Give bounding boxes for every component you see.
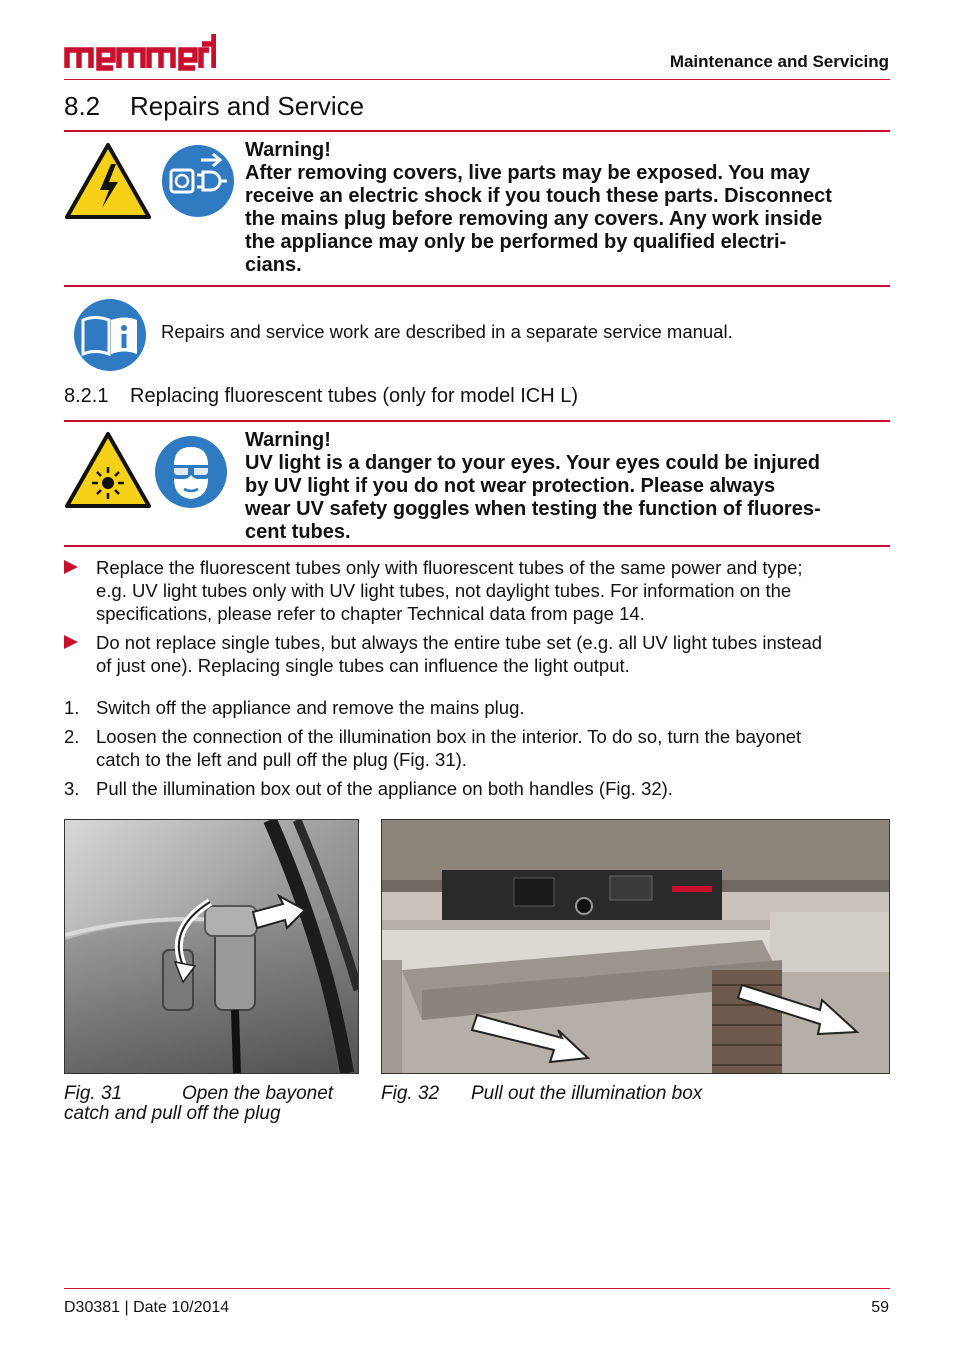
header-rule	[64, 79, 890, 80]
warning-1-line: receive an electric shock if you touch these parts. Disconnect	[245, 185, 832, 207]
info-text: Repairs and service work are described in a separate service manual.	[161, 321, 733, 342]
step-number: 2.	[64, 726, 80, 747]
subsection-title: Replacing fluorescent tubes (only for model ICH L)	[130, 385, 578, 407]
bullet-arrow-icon	[64, 560, 78, 574]
warning-2-line: wear UV safety goggles when testing the function of fluores-	[245, 498, 821, 520]
electric-hazard-icon	[64, 142, 152, 225]
footer-rule	[64, 1288, 890, 1289]
bullet-line: e.g. UV light tubes only with UV light tubes, not daylight tubes. For information on the	[96, 580, 792, 601]
disconnect-plug-icon	[161, 144, 235, 223]
bullet-line: of just one). Replacing single tubes can influence the light output.	[96, 655, 630, 676]
warning-2-line: UV light is a danger to your eyes. Your eyes could be injured	[245, 452, 820, 474]
warning-bottom-rule	[64, 285, 890, 287]
step-number: 1.	[64, 697, 80, 718]
subsection-number: 8.2.1	[64, 385, 109, 407]
figure-32-photo	[381, 819, 890, 1074]
page-number: 59	[871, 1299, 889, 1316]
figure-31-caption-line: catch and pull off the plug	[64, 1103, 281, 1124]
bullet-line: specifications, please refer to chapter Technical data from page 14.	[96, 603, 645, 624]
section-number: 8.2	[64, 91, 101, 121]
warning-bottom-rule	[64, 545, 890, 547]
section-heading	[64, 91, 364, 122]
figure-32-caption	[381, 1084, 881, 1104]
warning-1-line: the mains plug before removing any covers. Any work inside	[245, 208, 823, 230]
warning-top-rule	[64, 420, 890, 422]
manual-info-icon	[73, 298, 147, 377]
warning-top-rule	[64, 130, 890, 132]
wear-goggles-icon	[154, 435, 228, 514]
warning-2-text	[245, 429, 893, 544]
figure-31-photo	[64, 819, 359, 1074]
warning-1-line: cians.	[245, 254, 302, 276]
step-line: Loosen the connection of the illumination box in the interior. To do so, turn the bayonet	[96, 726, 802, 747]
step-item	[64, 725, 890, 771]
warning-2-heading: Warning!	[245, 429, 331, 451]
footer-doc-info: D30381 | Date 10/2014	[64, 1299, 230, 1316]
step-item	[64, 696, 890, 719]
bullet-arrow-icon	[64, 635, 78, 649]
step-number: 3.	[64, 778, 80, 799]
section-title: Repairs and Service	[130, 91, 365, 121]
warning-2-line: cent tubes.	[245, 521, 351, 543]
figure-32-label: Fig. 32	[381, 1083, 440, 1104]
figure-31-label: Fig. 31	[64, 1083, 123, 1104]
bullet-item	[64, 631, 890, 677]
step-line: catch to the left and pull off the plug (Fig. 31).	[96, 749, 467, 770]
memmert-logo	[64, 30, 216, 74]
figure-31-caption	[64, 1084, 364, 1124]
subsection-heading	[64, 385, 578, 408]
step-item	[64, 777, 890, 800]
bullet-item	[64, 556, 890, 625]
warning-1-line: After removing covers, live parts may be exposed. You may	[245, 162, 811, 184]
warning-1-line: the appliance may only be performed by qualified electri-	[245, 231, 787, 253]
figure-31-caption-line: Open the bayonet	[182, 1083, 334, 1104]
uv-radiation-hazard-icon	[64, 431, 152, 514]
figure-32-caption-line: Pull out the illumination box	[471, 1083, 703, 1104]
running-header: Maintenance and Servicing	[669, 52, 889, 71]
step-line: Switch off the appliance and remove the mains plug.	[96, 697, 525, 718]
bullet-line: Do not replace single tubes, but always the entire tube set (e.g. all UV light tubes instead	[96, 632, 823, 653]
step-line: Pull the illumination box out of the appliance on both handles (Fig. 32).	[96, 778, 673, 799]
bullet-line: Replace the fluorescent tubes only with fluorescent tubes of the same power and type;	[96, 557, 803, 578]
warning-1-text	[245, 139, 893, 277]
warning-2-line: by UV light if you do not wear protection. Please always	[245, 475, 776, 497]
warning-1-heading: Warning!	[245, 139, 331, 161]
